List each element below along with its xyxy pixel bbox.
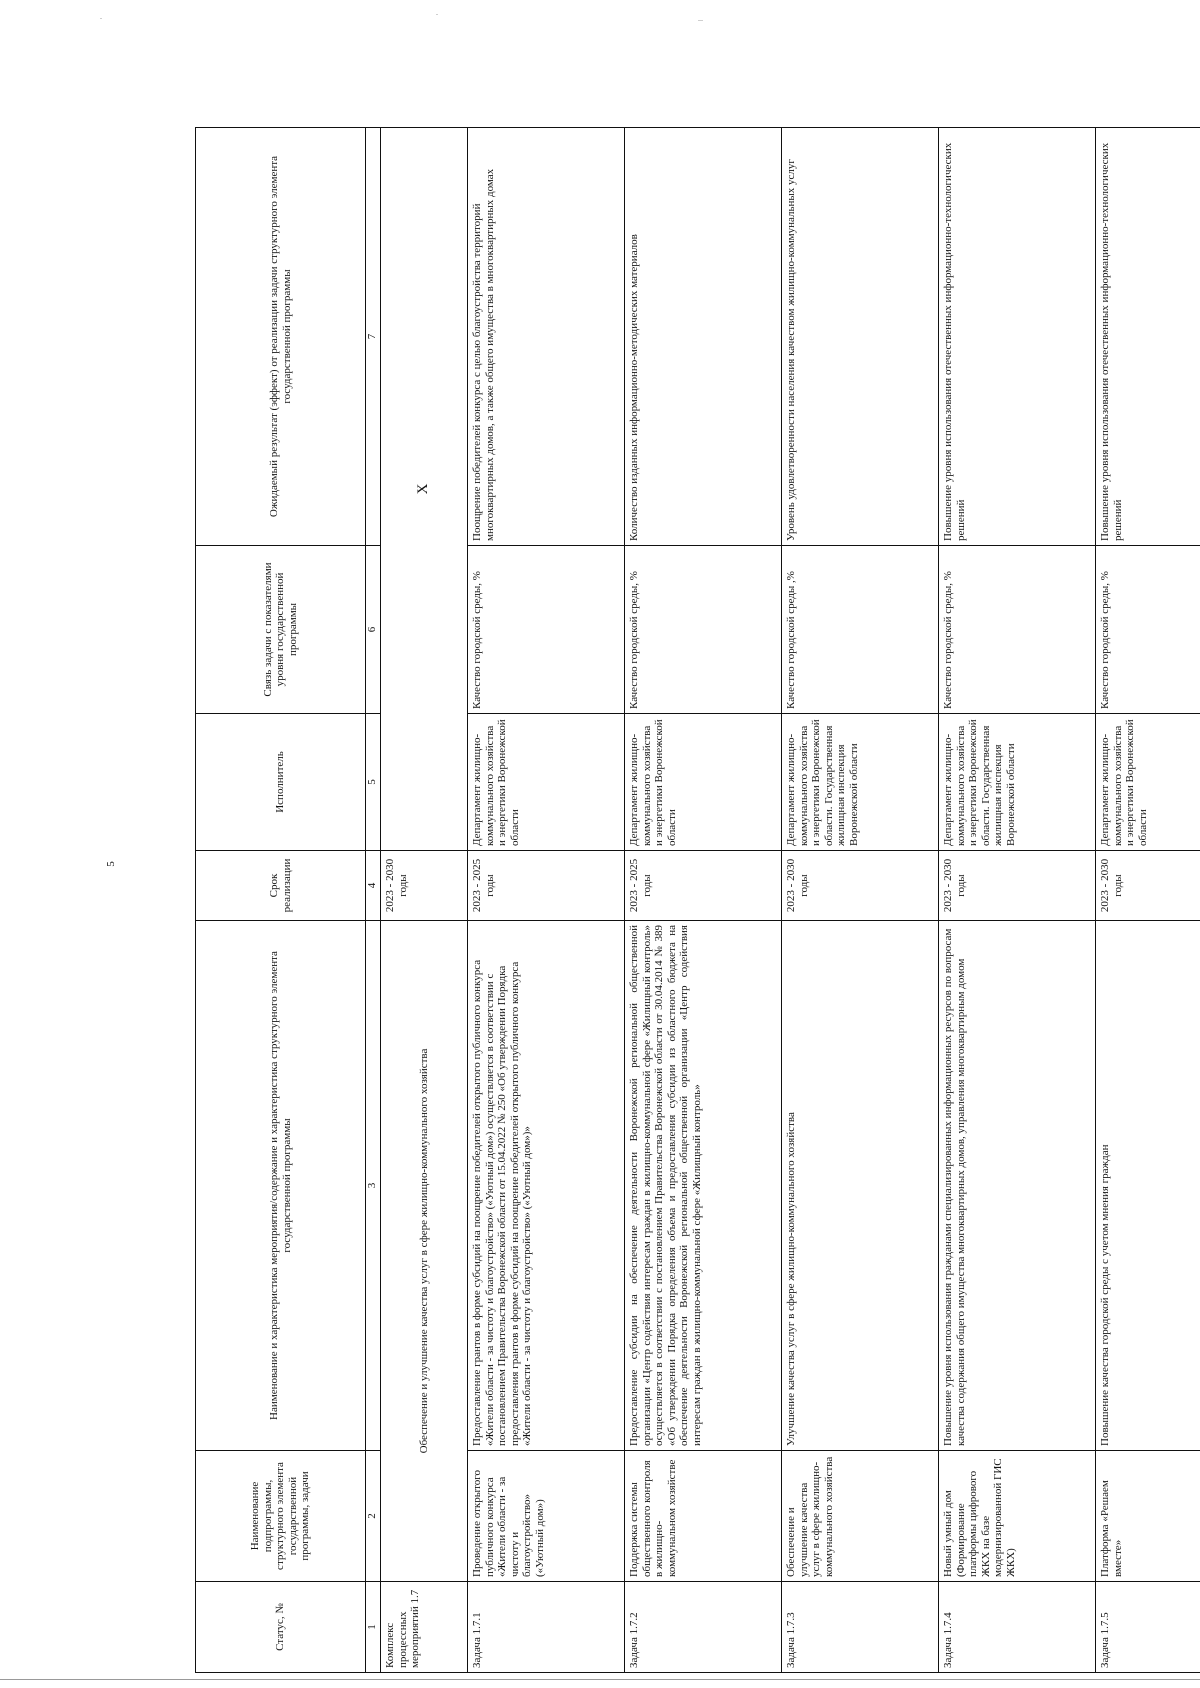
scan-mark — [436, 14, 438, 15]
page-number: 5 — [104, 861, 117, 867]
task-name-cell: Платформа «Решаем вместе» — [1096, 1451, 1200, 1582]
indicator-cell: Качество городской среды, % — [625, 546, 782, 714]
header-indicator: Связь задачи с показателями уровня государственной программы — [196, 546, 366, 714]
task-name-cell: Проведение открытого публичного конкурса «Жители области - за чистоту и благоустройство» («Уютный дом») — [468, 1451, 625, 1582]
result-cell: Повышение уровня использования отечественных информационно-технологических решений — [939, 128, 1096, 546]
rotated-table-container — [195, 128, 1149, 1673]
complex-name: Обеспечение и улучшение качества услуг в сфере жилищно-коммунального хозяйства — [381, 921, 468, 1582]
indicator-cell: Качество городской среды ,% — [782, 546, 939, 714]
header-subprogram: Наименование подпрограммы, структурного элемента государственной программы, задачи — [196, 1451, 366, 1582]
term-cell: 2023 - 2030 годы — [939, 851, 1096, 921]
description-cell: Повышение качества городской среды с учетом мнения граждан — [1096, 921, 1200, 1451]
column-number: 6 — [366, 546, 381, 714]
executor-cell: Департамент жилищно-коммунального хозяйства и энергетики Воронежской области. Государственная жилищная инспекция Воронежской области — [782, 714, 939, 851]
executor-cell: Департамент жилищно-коммунального хозяйства и энергетики Воронежской области — [468, 714, 625, 851]
result-cell: Поощрение победителей конкурса с целью благоустройства территорий многоквартирных домов, а также общего имущества в многоквартирных домах — [468, 128, 625, 546]
term-cell: 2023 - 2025 годы — [468, 851, 625, 921]
column-number: 3 — [366, 921, 381, 1451]
indicator-cell: Качество городской среды, % — [939, 546, 1096, 714]
table-row — [625, 128, 782, 1673]
table-row — [468, 128, 625, 1673]
column-number: 5 — [366, 714, 381, 851]
scan-mark — [698, 20, 703, 21]
term-cell: 2023 - 2030 годы — [782, 851, 939, 921]
header-result: Ожидаемый результат (эффект) от реализации задачи структурного элемента государственной программы — [196, 128, 366, 546]
scan-mark — [100, 18, 102, 19]
result-cell: Повышение уровня использования отечественных информационно-технологических решений — [1096, 128, 1200, 546]
table-header-row — [196, 128, 366, 1673]
table-row — [939, 128, 1096, 1673]
task-name-cell: Новый умный дом (Формирование платформы цифрового ЖКХ на базе модернизированной ГИС ЖКХ) — [939, 1451, 1096, 1582]
result-cell: Уровень удовлетворенности населения качеством жилищно-коммунальных услуг — [782, 128, 939, 546]
description-cell: Улучшение качества услуг в сфере жилищно-коммунального хозяйства — [782, 921, 939, 1451]
indicator-cell: Качество городской среды, % — [468, 546, 625, 714]
header-status: Статус, № — [196, 1582, 366, 1673]
task-name-cell: Поддержка системы общественного контроля в жилищно-коммунальном хозяйстве — [625, 1451, 782, 1582]
header-measure: Наименование и характеристика мероприятия/содержание и характеристика структурного элемента государственной программы — [196, 921, 366, 1451]
column-number: 4 — [366, 851, 381, 921]
scan-bottom-edge — [0, 1679, 1200, 1680]
status-cell: Задача 1.7.5 — [1096, 1582, 1200, 1673]
description-cell: Предоставление грантов в форме субсидий на поощрение победителей открытого публичного конкурса «Жители области - за чистоту и благоустройство» («Уютный дом») осуществляется в соответствии с постановлением Правительства Воронежской области от 15.04.2022 № 250 «Об утверждении Порядка предоставления грантов в форме субсидий на поощрение победителей открытого публичного конкурса «Жители области - за чистоту и благоустройство» («Уютный дом»)» — [468, 921, 625, 1451]
header-executor: Исполнитель — [196, 714, 366, 851]
result-cell: Количество изданных информационно-методических материалов — [625, 128, 782, 546]
not-applicable-mark: X — [381, 128, 468, 851]
executor-cell: Департамент жилищно-коммунального хозяйства и энергетики Воронежской области — [625, 714, 782, 851]
description-cell: Повышение уровня использования гражданами специализированных информационных ресурсов по вопросам качества содержания общего имущества многоквартирных домов, управления многоквартирным домом — [939, 921, 1096, 1451]
task-name-cell: Обеспечение и улучшение качества услуг в сфере жилищно-коммунального хозяйства — [782, 1451, 939, 1582]
table-row — [1096, 128, 1200, 1673]
term-cell: 2023 - 2025 годы — [625, 851, 782, 921]
executor-cell: Департамент жилищно-коммунального хозяйства и энергетики Воронежской области — [1096, 714, 1200, 851]
status-cell: Задача 1.7.1 — [468, 1582, 625, 1673]
complex-term: 2023 - 2030 годы — [381, 851, 468, 921]
indicator-cell: Качество городской среды, % — [1096, 546, 1200, 714]
executor-cell: Департамент жилищно-коммунального хозяйства и энергетики Воронежской области. Государственная жилищная инспекция Воронежской области — [939, 714, 1096, 851]
complex-row — [381, 128, 468, 1673]
column-number: 1 — [366, 1582, 381, 1673]
column-number: 7 — [366, 128, 381, 546]
column-number-row — [366, 128, 381, 1673]
description-cell: Предоставление субсидии на обеспечение деятельности Воронежской региональной общественной организации «Центр содействия интересам граждан в жилищно-коммунальной сфере «Жилищный контроль» осуществляется в соответствии с постановлением Правительства Воронежской области от 30.04.2014 № 389 «Об утверждении Порядка определения объема и предоставления субсидии из областного бюджета на обеспечение деятельности Воронежской региональной общественной организации «Центр содействия интересам граждан в жилищно-коммунальной сфере «Жилищный контроль» — [625, 921, 782, 1451]
status-cell: Задача 1.7.4 — [939, 1582, 1096, 1673]
status-cell: Задача 1.7.3 — [782, 1582, 939, 1673]
header-term: Срок реализации — [196, 851, 366, 921]
term-cell: 2023 - 2030 годы — [1096, 851, 1200, 921]
program-table — [195, 127, 1200, 1673]
table-row — [782, 128, 939, 1673]
complex-status: Комплекс процессных мероприятий 1.7 — [381, 1582, 468, 1673]
status-cell: Задача 1.7.2 — [625, 1582, 782, 1673]
column-number: 2 — [366, 1451, 381, 1582]
